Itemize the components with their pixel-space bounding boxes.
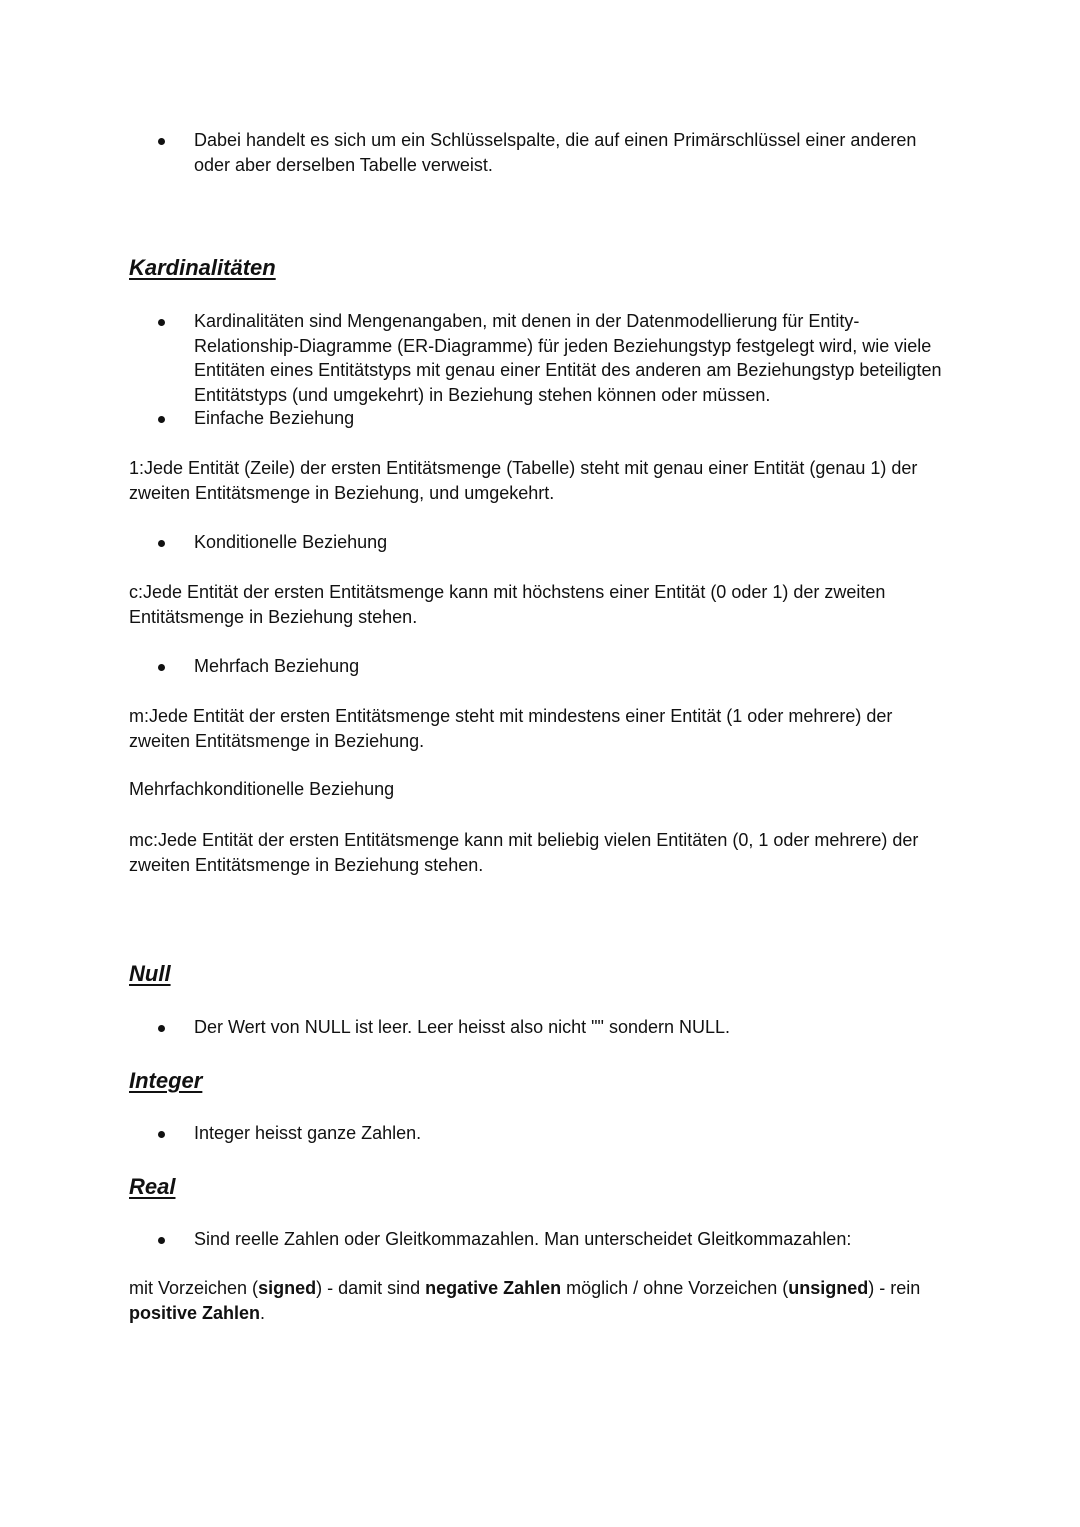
mehrfach-beziehung-bullet <box>194 654 954 679</box>
null-bullet <box>194 1015 954 1040</box>
bold-negative-zahlen: negative Zahlen <box>425 1278 562 1298</box>
bullet-dot <box>158 1237 165 1244</box>
heading-null: Null <box>129 961 171 986</box>
bullet-dot <box>158 1025 165 1032</box>
integer-text: Integer heisst ganze Zahlen. <box>194 1123 422 1143</box>
bullet-dot <box>158 1131 165 1138</box>
bold-signed: signed <box>258 1278 317 1298</box>
einfache-beziehung-text: 1:Jede Entität (Zeile) der ersten Entitätsmenge (Tabelle) steht mit genau einer Entität (genau 1) der zweiten Entitätsmenge in Beziehung, und umgekehrt. <box>129 458 918 503</box>
bold-unsigned: unsigned <box>788 1278 869 1298</box>
einfache-beziehung-label: Einfache Beziehung <box>194 408 355 428</box>
real-text: Sind reelle Zahlen oder Gleitkommazahlen. Man unterscheidet Gleitkommazahlen: <box>194 1229 852 1249</box>
kardinalitaeten-definition-text: Kardinalitäten sind Mengenangaben, mit denen in der Datenmodellierung für Entity-Relationship-Diagramme (ER-Diagramme) für jeden Beziehungstyp festgelegt wird, wie viele Entitäten eines Entitätstyps mit genau einer Entität des anderen am Beziehungstyp beteiligten Entitätstyps (und umgekehrt) in Beziehung stehen können oder müssen. <box>194 311 942 405</box>
real-bullet <box>194 1227 954 1252</box>
text-run: mit Vorzeichen ( <box>129 1278 259 1298</box>
heading-integer: Integer <box>129 1068 203 1093</box>
konditionelle-beziehung-bullet <box>194 530 954 555</box>
bullet-dot <box>158 540 165 547</box>
foreign-key-bullet <box>194 128 954 177</box>
text-run: . <box>260 1302 266 1323</box>
heading-kardinalitaeten: Kardinalitäten <box>129 255 276 280</box>
konditionelle-beziehung-text: c:Jede Entität der ersten Entitätsmenge kann mit höchstens einer Entität (0 oder 1) der zweiten Entitätsmenge in Beziehung stehen. <box>129 582 886 627</box>
mehrfach-beziehung-text: m:Jede Entität der ersten Entitätsmenge steht mit mindestens einer Entität (1 oder mehrere) der zweiten Entitätsmenge in Beziehung. <box>129 706 893 751</box>
bullet-dot <box>158 319 165 326</box>
foreign-key-text: Dabei handelt es sich um ein Schlüsselspalte, die auf einen Primärschlüssel einer anderen oder aber derselben Tabelle verweist. <box>194 130 917 175</box>
text-run: ) - damit sind <box>316 1278 426 1298</box>
bold-positive-zahlen: positive Zahlen <box>129 1302 261 1323</box>
mehrfach-beziehung-label: Mehrfach Beziehung <box>194 656 360 676</box>
real-signed-unsigned-text <box>129 1276 949 1325</box>
null-text: Der Wert von NULL ist leer. Leer heisst also nicht "" sondern NULL. <box>194 1017 731 1037</box>
einfache-beziehung-bullet <box>194 406 954 431</box>
mehrfachkonditionelle-label: Mehrfachkonditionelle Beziehung <box>129 779 395 799</box>
mehrfachkonditionelle-text: mc:Jede Entität der ersten Entitätsmenge kann mit beliebig vielen Entitäten (0, 1 oder mehrere) der zweiten Entitätsmenge in Beziehung stehen. <box>129 830 919 875</box>
bullet-dot <box>158 138 165 145</box>
bullet-dot <box>158 416 165 423</box>
heading-real: Real <box>129 1174 176 1199</box>
text-run: möglich / ohne Vorzeichen ( <box>561 1278 789 1298</box>
kardinalitaeten-definition-bullet <box>194 309 954 407</box>
bullet-dot <box>158 664 165 671</box>
integer-bullet <box>194 1121 954 1146</box>
text-run: ) - rein <box>868 1278 921 1298</box>
konditionelle-beziehung-label: Konditionelle Beziehung <box>194 532 388 552</box>
